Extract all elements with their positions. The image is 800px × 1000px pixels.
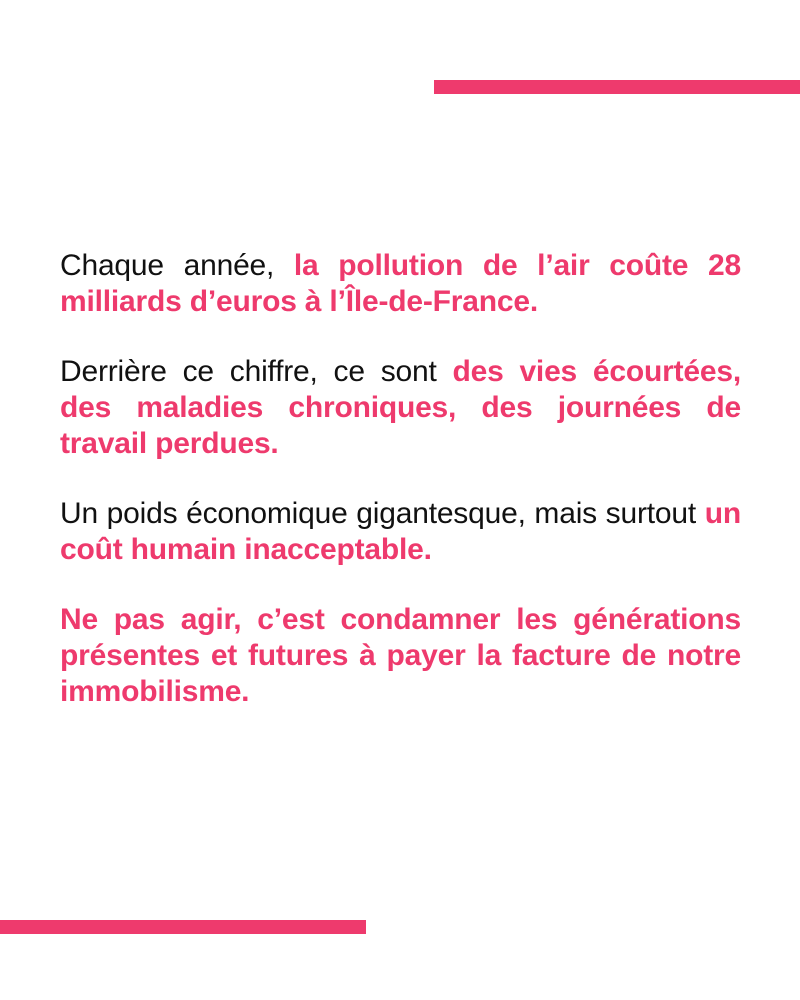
paragraph-human-cost-highlight: un coût humain inacceptable. — [60, 497, 741, 566]
text-block — [60, 248, 741, 744]
bottom-accent-bar — [0, 920, 366, 934]
top-accent-bar — [434, 80, 800, 94]
paragraph-call-to-action — [60, 602, 741, 710]
paragraph-consequences-intro: Derrière ce chiffre, ce sont — [60, 355, 453, 388]
paragraph-human-cost — [60, 496, 741, 568]
paragraph-call-to-action-text: Ne pas agir, c’est condamner les générations présentes et futures à payer la facture de notre immobilisme. — [60, 603, 741, 708]
paragraph-consequences — [60, 354, 741, 462]
paragraph-cost — [60, 248, 741, 320]
paragraph-cost-highlight: la pollution de l’air coûte 28 milliards d’euros à l’Île-de-France. — [60, 249, 741, 318]
paragraph-cost-intro: Chaque année, — [60, 249, 294, 282]
paragraph-human-cost-intro: Un poids économique gigantesque, mais surtout — [60, 497, 705, 530]
paragraph-consequences-highlight: des vies écourtées, des maladies chroniques, des journées de travail perdues. — [60, 355, 741, 460]
